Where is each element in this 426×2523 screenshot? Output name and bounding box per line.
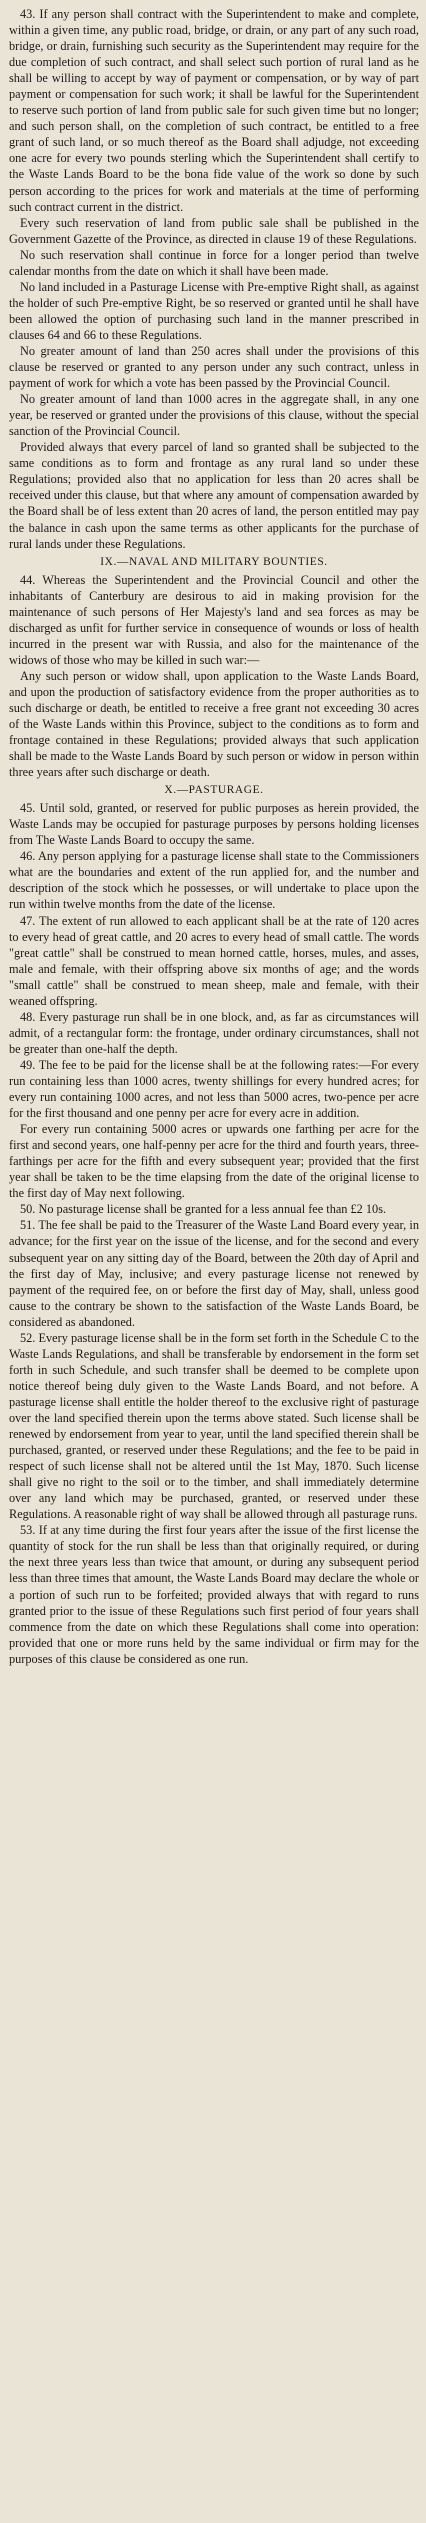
section-heading: X.—PASTURAGE. bbox=[164, 784, 264, 797]
paragraph: 52. Every pasturage license shall be in the form set forth in the Schedule C to the Waste Lands Regulations, and shall be transferable by endorsement in the form set forth in such Schedule, and such transfer shall be deemed to be complete upon notice thereof being duly given to the Waste Lands Board, and not before. A pasturage license shall entitle the holder thereof to the exclusive right of pasturage over the land specified therein upon the terms above stated. Such license shall be renewed by endorsement from year to year, until the land specified therein shall be purchased, granted, or reserved under these Regulations; and the fee to be paid in respect of such license shall not be altered until the 1st May, 1870. Such license shall give no right to the soil or to the timber, and shall immediately determine over any land which may be purchased, granted, or reserved under these Regulations. A reasonable right of way shall be allowed through all pasturage runs. bbox=[9, 1330, 419, 1522]
paragraph: 50. No pasturage license shall be granted for a less annual fee than £2 10s. bbox=[20, 1202, 387, 1217]
paragraph: 51. The fee shall be paid to the Treasurer of the Waste Land Board every year, in advance; for the first year on the issue of the license, and for the second and every subsequent year on any sitting day of the Board, between the 20th day of April and the first day of May, inclusive; and every pasturage license not renewed by payment of the required fee, on or before the first day of May, shall, unless good cause to the contrary be shown to the satisfaction of the Waste Lands Board, be considered as abandoned. bbox=[9, 1218, 419, 1329]
paragraph: 48. Every pasturage run shall be in one block, and, as far as circumstances will admit, of a rectangular form: the frontage, under ordinary circumstances, shall not be greater than one-half the depth. bbox=[9, 1009, 419, 1056]
paragraph: No such reservation shall continue in force for a longer period than twelve calendar months from the date on which it shall have been made. bbox=[9, 247, 419, 278]
paragraph: 53. If at any time during the first four years after the issue of the first license the quantity of stock for the run shall be less than that originally required, or during the next three years less than twice that amount, or during any subsequent period less than three times that amount, the Waste Lands Board may declare the whole or a portion of such run to be forfeited; provided always that with regard to runs granted prior to the issue of these Regulations such first period of four years shall commence from the date on which these Regulations shall come into operation: provided that one or more runs held by the same individual or firm may for the purposes of this clause be considered as one run. bbox=[9, 1523, 419, 1666]
paragraph: No greater amount of land than 1000 acres in the aggregate shall, in any one year, be reserved or granted under the provisions of this clause, without the special sanction of the Provincial Council. bbox=[9, 392, 419, 439]
paragraph: For every run containing 5000 acres or upwards one farthing per acre for the first and second years, one half-penny per acre for the third and fourth years, three-farthings per acre for the fifth and every subsequent year; provided that the first year shall be taken to be the time elapsing from the date of the original license to the first day of May next following. bbox=[9, 1122, 419, 1201]
paragraph: No greater amount of land than 250 acres shall under the provisions of this clause be reserved or granted to any person under any such contract, unless in payment of work for which a vote has been passed by the Provincial Council. bbox=[9, 343, 419, 391]
section-heading: IX.—NAVAL AND MILITARY BOUNTIES. bbox=[100, 555, 328, 568]
regulations-column bbox=[9, 6, 419, 1667]
paragraph: Any such person or widow shall, upon application to the Waste Lands Board, and upon the production of satisfactory evidence from the proper authorities as to such discharge or death, be entitled to receive a free grant not exceeding 30 acres of the Waste Lands within this Province, subject to the conditions as to form and frontage contained in these Regulations; provided always that such application shall be made to the Waste Lands Board by such person or widow in person within three years after such discharge or death. bbox=[9, 668, 419, 780]
paragraph: 47. The extent of run allowed to each applicant shall be at the rate of 120 acres to every head of great cattle, and 20 acres to every head of small cattle. The words "great cattle" shall be construed to mean horned cattle, horses, mules, and asses, male and female, with their offspring above six months of age; and the words "small cattle" shall be construed to mean sheep, male and female, with their weaned offspring. bbox=[9, 913, 419, 1008]
paragraph: 45. Until sold, granted, or reserved for public purposes as herein provided, the Waste Lands may be occupied for pasturage purposes by persons holding licenses from The Waste Lands Board to occupy the same. bbox=[9, 801, 419, 848]
paragraph: 43. If any person shall contract with the Superintendent to make and complete, within a given time, any public road, bridge, or drain, or any part of any such road, bridge, or drain, furnishing such security as the Superintendent may require for the due completion of such contract, and shall select such portion of rural land as he shall be willing to accept by way of payment or compensation, or by way of part payment or compensation for such work; it shall be lawful for the Superintendent to reserve such portion of land from public sale for such given time but no longer; and such person shall, on the completion of such contract, be entitled to a free grant of such land, or so much thereof as the Board shall adjudge, not exceeding one acre for every two pounds sterling which the Superintendent shall certify to the Waste Lands Board to be the bona fide value of the work so done by such person according to the prices for work and materials at the time of performing such contract current in the district. bbox=[9, 7, 419, 214]
paragraph: 46. Any person applying for a pasturage license shall state to the Commissioners what are the boundaries and extent of the run applied for, and the number and description of the stock which he possesses, or will undertake to place upon the run within twelve months from the date of the license. bbox=[9, 849, 419, 912]
paragraph: Every such reservation of land from public sale shall be published in the Government Gazette of the Province, as directed in clause 19 of these Regulations. bbox=[9, 215, 419, 246]
paragraph: Provided always that every parcel of land so granted shall be subjected to the same conditions as to form and frontage as any rural land so under these Regulations; provided also that no application for less than 20 acres shall be received under this clause, but that where any amount of compensation awarded by the Board shall be of less extent than 20 acres of land, the person entitled may pay the balance in cash upon the same terms as other applicants for the purchase of rural lands under these Regulations. bbox=[9, 440, 419, 551]
paragraph: 44. Whereas the Superintendent and the Provincial Council and other the inhabitants of Canterbury are desirous to aid in making provision for the maintenance of such persons of Her Majesty's land and sea forces as may be discharged as unfit for further service in consequence of wounds or loss of health incurred in the present war with Russia, and also for the maintenance of the widows of those who may be killed in such war:— bbox=[9, 572, 419, 667]
paragraph: 49. The fee to be paid for the license shall be at the following rates:—For every run containing less than 1000 acres, twenty shillings for every hundred acres; for every run containing 1000 acres, and not less than 5000 acres, two-pence per acre for the first thousand and one penny per acre for every acre in addition. bbox=[9, 1057, 419, 1121]
paragraph: No land included in a Pasturage License with Pre-emptive Right shall, as against the holder of such Pre-emptive Right, be so reserved or granted until he shall have been allowed the option of purchasing such land in the manner prescribed in clauses 64 and 66 to these Regulations. bbox=[9, 279, 419, 342]
